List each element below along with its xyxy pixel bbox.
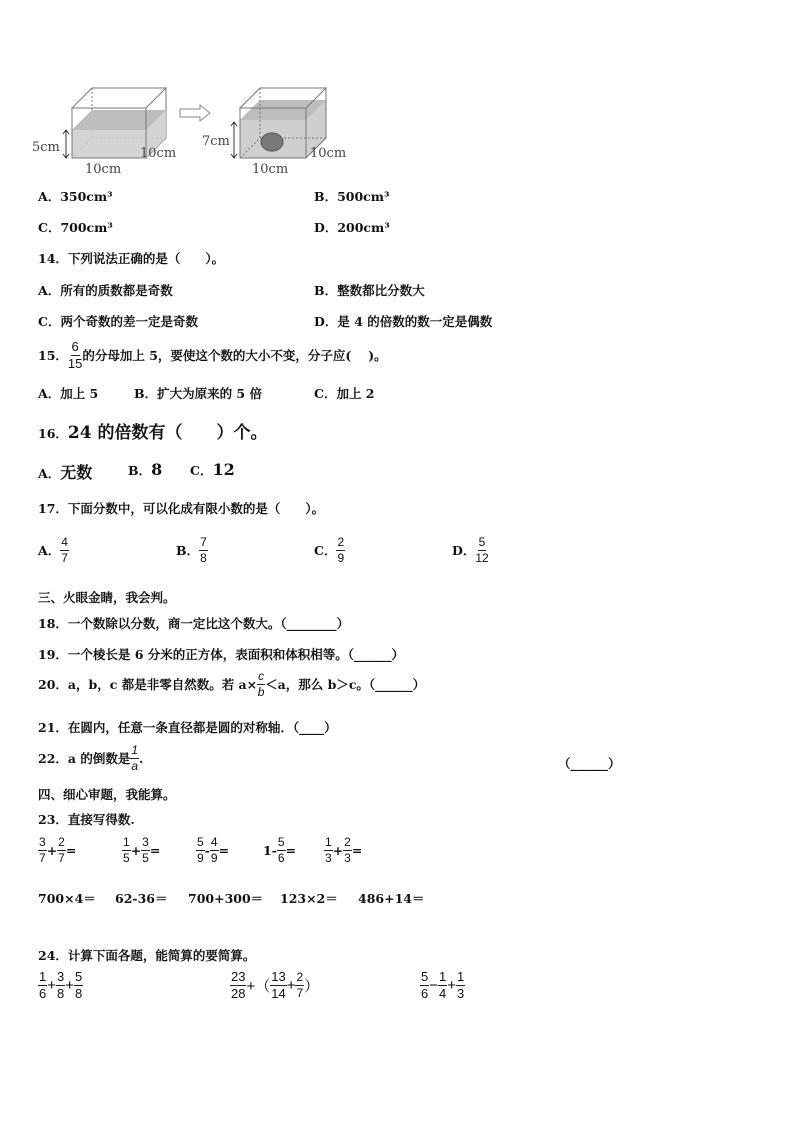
fraction <box>38 836 47 864</box>
q14-option-d[interactable]: D．是 4 的倍数的数一定是偶数 <box>314 314 493 329</box>
operator: + <box>47 976 56 994</box>
numerator: 1 <box>131 743 139 757</box>
numerator: 1 <box>39 969 47 984</box>
question-text: 的分母加上 5，要使这个数的大小不变，分子应( )。 <box>82 348 387 364</box>
q16-option-b[interactable] <box>128 460 162 479</box>
denominator: b <box>257 684 265 699</box>
denominator: 15 <box>67 355 83 371</box>
option-label: A． <box>38 466 61 481</box>
q16-option-a[interactable] <box>38 460 92 483</box>
numerator: c <box>258 669 265 683</box>
numerator: 5 <box>197 835 204 849</box>
operator: + <box>332 842 344 858</box>
fraction <box>277 836 286 864</box>
fraction <box>210 836 219 864</box>
q23-item-2[interactable] <box>122 836 160 864</box>
option-fraction <box>199 536 208 564</box>
q23-item-4[interactable] <box>263 836 296 864</box>
q18-text[interactable]: 18．一个数除以分数，商一定比这个数大。（________） <box>38 616 350 631</box>
numerator: 6 <box>71 339 79 354</box>
numerator: 5 <box>421 969 429 984</box>
q20-text[interactable] <box>38 670 425 698</box>
numerator: 2 <box>337 535 345 549</box>
fraction <box>56 970 65 1000</box>
equals: = <box>218 842 230 858</box>
denominator: 4 <box>439 985 447 1001</box>
denominator: 7 <box>61 550 68 565</box>
numerator: 1 <box>123 835 130 849</box>
numerator: 1 <box>457 969 465 984</box>
denominator: 7 <box>296 985 304 1000</box>
q17-option-a[interactable] <box>38 536 69 564</box>
denominator: 5 <box>142 850 149 865</box>
operator: − <box>429 976 438 994</box>
operator: - <box>204 842 210 858</box>
numerator: 3 <box>142 835 149 849</box>
q23-item-3[interactable] <box>196 836 229 864</box>
q20-part-a: 20．a，b，c 都是非零自然数。若 a× <box>38 677 258 693</box>
q23-calc-3[interactable]: 700+300＝ <box>188 891 264 906</box>
equals: = <box>149 842 161 858</box>
q20-part-b: ＜a，那么 b＞c。（______） <box>265 677 426 693</box>
denominator: 3 <box>325 850 332 865</box>
q14-stem: 14．下列说法正确的是（ ）。 <box>38 251 225 266</box>
option-label: D． <box>314 220 338 235</box>
q24-expression-2[interactable] <box>230 970 319 1000</box>
q23-calc-5[interactable]: 486+14＝ <box>358 891 425 906</box>
operator: + <box>65 976 74 994</box>
fraction <box>57 836 66 864</box>
section-3-heading: 三、火眼金睛，我会判。 <box>38 590 176 605</box>
denominator: 12 <box>475 550 489 565</box>
denominator: 6 <box>421 985 429 1001</box>
denominator: 3 <box>344 850 351 865</box>
option-value: 无数 <box>60 463 93 482</box>
fraction <box>438 970 447 1000</box>
q23-item-1[interactable] <box>38 836 76 864</box>
q14-option-b[interactable]: B．整数都比分数大 <box>314 283 425 298</box>
left-height-label: 5cm <box>32 140 60 155</box>
numerator: 5 <box>75 969 83 984</box>
q23-stem: 23．直接写得数. <box>38 812 135 827</box>
q22-part-b: . <box>139 750 144 766</box>
stone-icon <box>261 133 283 151</box>
question-number: 15． <box>38 348 68 364</box>
denominator: 28 <box>231 985 246 1001</box>
equals: = <box>351 842 363 858</box>
q15-option-a[interactable]: A．加上 5 <box>38 386 99 401</box>
right-width-label: 10cm <box>252 162 289 177</box>
q14-option-a[interactable]: A．所有的质数都是奇数 <box>38 283 173 298</box>
option-label: C． <box>38 220 61 235</box>
option-label: C． <box>314 543 337 559</box>
q15-fraction <box>68 340 82 370</box>
prefix: 1- <box>263 842 277 858</box>
q21-text[interactable]: 21．在圆内，任意一条直径都是圆的对称轴．（____） <box>38 720 337 735</box>
denominator: 14 <box>271 985 286 1001</box>
fraction <box>141 836 150 864</box>
fraction <box>456 970 465 1000</box>
operator: +（ <box>246 977 271 995</box>
fraction <box>343 836 352 864</box>
right-depth-label: 10cm <box>310 146 347 161</box>
option-label: A． <box>38 189 61 204</box>
option-value: 8 <box>151 460 163 479</box>
option-fraction <box>336 536 345 564</box>
q20-fraction <box>257 670 265 698</box>
denominator: 9 <box>337 550 345 565</box>
denominator: 8 <box>75 985 83 1001</box>
q22-answer-blank[interactable]: （______） <box>558 756 621 771</box>
q17-option-c[interactable] <box>314 536 345 564</box>
q23-item-5[interactable] <box>324 836 362 864</box>
q13-option-d[interactable] <box>314 218 390 236</box>
numerator: 1 <box>325 835 332 849</box>
fraction <box>230 970 246 1000</box>
q15-option-c[interactable]: C．加上 2 <box>314 386 375 401</box>
operator: + <box>286 976 296 994</box>
numerator: 2 <box>58 835 65 849</box>
option-value: 12 <box>212 460 235 479</box>
denominator: 3 <box>457 985 465 1001</box>
q22-fraction <box>130 744 139 772</box>
option-fraction <box>475 536 488 564</box>
paren-close: ） <box>304 977 320 995</box>
option-label: A． <box>38 543 61 559</box>
operator: + <box>46 842 58 858</box>
numerator: 13 <box>271 969 286 984</box>
container-figure <box>30 78 360 178</box>
operator: + <box>130 842 142 858</box>
q16-stem <box>38 418 267 443</box>
right-height-label: 7cm <box>202 134 230 149</box>
q24-expression-3[interactable] <box>420 970 465 1000</box>
denominator: 5 <box>123 850 130 865</box>
q23-calc-1[interactable]: 700×4＝ <box>38 891 96 906</box>
left-width-label: 10cm <box>85 162 122 177</box>
fraction <box>196 836 205 864</box>
q24-stem: 24．计算下面各题，能简算的要简算。 <box>38 948 256 963</box>
q23-calc-4[interactable]: 123×2＝ <box>280 891 338 906</box>
numerator: 5 <box>277 835 285 849</box>
numerator: 23 <box>231 969 246 984</box>
option-label: C． <box>190 463 213 478</box>
q17-option-b[interactable] <box>176 536 208 564</box>
denominator: 8 <box>200 550 207 565</box>
q14-option-c[interactable]: C．两个奇数的差一定是奇数 <box>38 314 198 329</box>
equals: = <box>65 842 77 858</box>
transform-arrow-icon <box>180 105 210 121</box>
option-label: B． <box>176 543 200 559</box>
denominator: 9 <box>197 850 204 865</box>
fraction <box>38 970 47 1000</box>
question-number: 16． <box>38 426 68 441</box>
fraction <box>420 970 429 1000</box>
denominator: 8 <box>57 985 65 1001</box>
numerator: 4 <box>61 535 68 549</box>
numerator: 1 <box>439 969 447 984</box>
denominator: 9 <box>210 850 218 865</box>
q15-option-b[interactable]: B．扩大为原来的 5 倍 <box>134 386 262 401</box>
section-4-heading: 四、细心审题，我能算。 <box>38 787 176 802</box>
q22-text[interactable] <box>38 744 143 772</box>
q24-expression-1[interactable] <box>38 970 83 1000</box>
numerator: 2 <box>296 970 304 985</box>
question-text: 24 的倍数有（ ）个。 <box>67 423 268 443</box>
denominator: 7 <box>58 850 65 865</box>
fraction <box>122 836 131 864</box>
option-label: D． <box>452 543 476 559</box>
q17-stem: 17．下面分数中，可以化成有限小数的是（ ）。 <box>38 501 325 516</box>
q19-text[interactable]: 19．一个棱长是 6 分米的正方体，表面积和体积相等。（______） <box>38 647 405 662</box>
numerator: 3 <box>57 969 65 984</box>
denominator: 6 <box>39 985 47 1001</box>
q23-calc-2[interactable]: 62-36＝ <box>115 891 168 906</box>
option-label: B． <box>314 189 338 204</box>
q15-stem <box>38 340 387 370</box>
option-value: 350cm³ <box>60 189 113 204</box>
left-depth-label: 10cm <box>140 146 177 161</box>
denominator: 6 <box>277 850 285 865</box>
numerator: 7 <box>200 535 207 549</box>
q17-option-d[interactable] <box>452 536 489 564</box>
fraction <box>74 970 83 1000</box>
q16-option-c[interactable] <box>190 460 235 479</box>
denominator: a <box>131 758 139 773</box>
option-fraction <box>60 536 69 564</box>
numerator: 2 <box>344 835 351 849</box>
numerator: 5 <box>478 535 486 549</box>
q13-option-c[interactable] <box>38 218 113 236</box>
fraction <box>295 971 304 999</box>
numerator: 3 <box>39 835 46 849</box>
fraction <box>324 836 333 864</box>
option-value: 700cm³ <box>60 220 113 235</box>
numerator: 4 <box>210 835 218 849</box>
denominator: 7 <box>39 850 46 865</box>
q22-part-a: 22．a 的倒数是 <box>38 751 131 767</box>
option-value: 500cm³ <box>337 189 390 204</box>
equals: = <box>285 842 297 858</box>
option-value: 200cm³ <box>337 220 390 235</box>
fraction <box>270 970 286 1000</box>
q13-option-b[interactable] <box>314 187 389 205</box>
operator: + <box>447 976 456 994</box>
q13-option-a[interactable] <box>38 187 113 205</box>
option-label: B． <box>128 463 152 478</box>
